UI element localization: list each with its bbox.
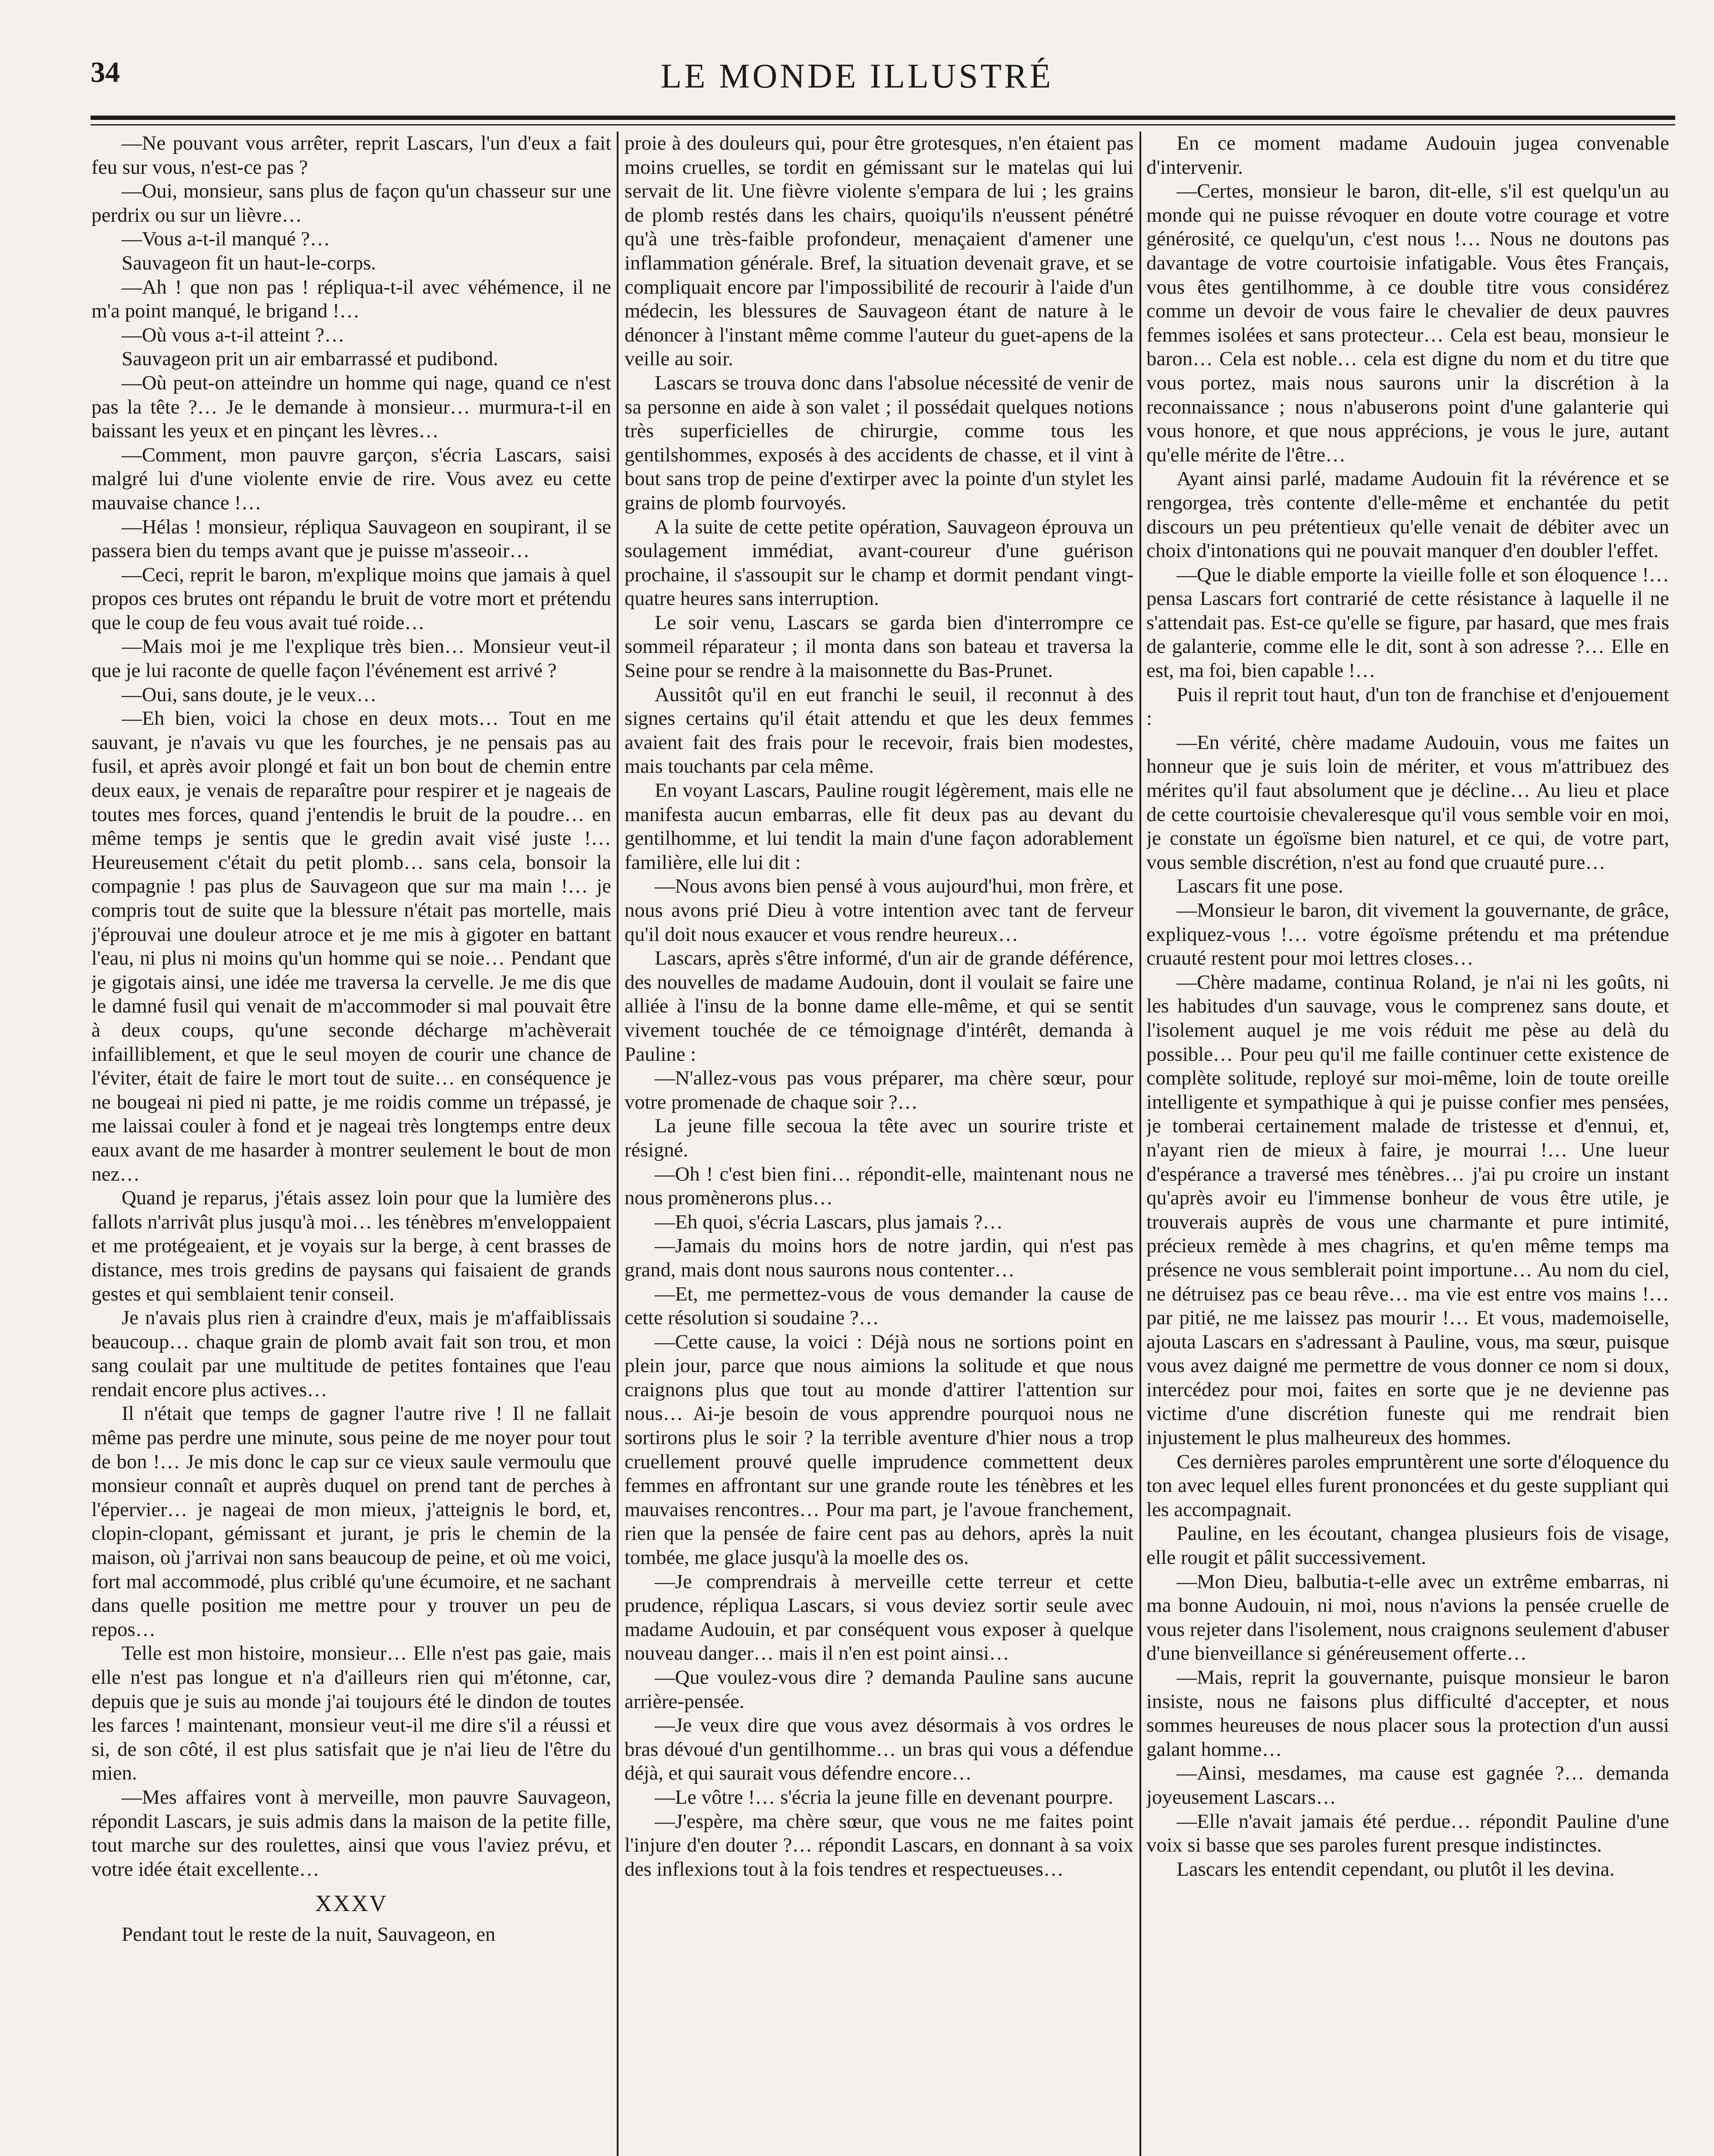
- paragraph: —Monsieur le baron, dit vivement la gouvernante, de grâce, expliquez-vous !… votre égoïsme prétendu et ma prétendue cruauté restent pour moi lettres closes…: [1146, 899, 1669, 970]
- paragraph: Lascars les entendit cependant, ou plutôt il les devina.: [1177, 1858, 1615, 1880]
- paragraph: —En vérité, chère madame Audouin, vous me faites un honneur que je suis loin de mériter, et vous m'attribuez des mérites qu'il faut absolument que je décline… Au lieu et place de cette courtoisie chevaleresque qu'il vous semble voir en moi, je constate un égoïsme bien naturel, et ce qui, de votre part, vous semble discrétion, n'est au fond que cruauté pure…: [1146, 731, 1669, 874]
- paragraph: —Comment, mon pauvre garçon, s'écria Lascars, saisi malgré lui d'une violente envie de rire. Vous avez eu cette mauvaise chance !…: [91, 443, 611, 514]
- paragraph: Lascars, après s'être informé, d'un air de grande déférence, des nouvelles de madame Audouin, dont il voulait se faire une alliée à l'insu de la bonne dame elle-même, et qui se sentit vivement touchée de ce témoignage d'intérêt, demanda à Pauline :: [625, 947, 1133, 1065]
- paragraph: Lascars fit une pose.: [1177, 875, 1344, 898]
- paragraph: —Et, me permettez-vous de vous demander la cause de cette résolution si soudaine ?…: [625, 1282, 1133, 1329]
- paragraph: —Ne pouvant vous arrêter, reprit Lascars, l'un d'eux a fait feu sur vous, n'est-ce pas ?: [91, 132, 611, 179]
- paragraph: —Eh quoi, s'écria Lascars, plus jamais ?…: [655, 1210, 1003, 1233]
- page-number: 34: [91, 56, 120, 88]
- paragraph: Sauvageon prit un air embarrassé et pudibond.: [122, 348, 499, 370]
- paragraph: A la suite de cette petite opération, Sauvageon éprouva un soulagement immédiat, avant-coureur d'une guérison prochaine, il s'assoupit sur le champ et dormit pendant vingt-quatre heures sans interruption.: [625, 515, 1133, 610]
- header-rule-thin: [91, 124, 1675, 125]
- paragraph: Aussitôt qu'il en eut franchi le seuil, il reconnut à des signes certains qu'il était attendu et que les deux femmes avaient fait des frais pour le recevoir, frais bien modestes, mais touchants par cela même.: [625, 683, 1133, 778]
- paragraph: —Oh ! c'est bien fini… répondit-elle, maintenant nous ne nous promènerons plus…: [625, 1163, 1133, 1210]
- paragraph: —Oui, monsieur, sans plus de façon qu'un chasseur sur une perdrix ou sur un lièvre…: [91, 180, 611, 226]
- paragraph: En ce moment madame Audouin jugea convenable d'intervenir.: [1146, 132, 1669, 179]
- paragraph: —Que voulez-vous dire ? demanda Pauline sans aucune arrière-pensée.: [625, 1666, 1133, 1713]
- paragraph: Je n'avais plus rien à craindre d'eux, mais je m'affaiblissais beaucoup… chaque grain de plomb avait fait son trou, et mon sang coulait par une multitude de petites fontaines que l'eau rendait encore plus actives…: [91, 1307, 611, 1401]
- paragraph: Lascars se trouva donc dans l'absolue nécessité de venir de sa personne en aide à son valet ; il possédait quelques notions très superficielles de chirurgie, comme tous les gentilshommes, exposés à des accidents de chasse, et il vint à bout sans trop de peine d'extirper avec la pointe d'un stylet les grains de plomb fourvoyés.: [625, 371, 1133, 514]
- paragraph: En voyant Lascars, Pauline rougit légèrement, mais elle ne manifesta aucun embarras, elle fit deux pas au devant du gentilhomme, et lui tendit la main d'une façon adorablement familière, elle lui dit :: [625, 779, 1133, 874]
- paragraph: Pauline, en les écoutant, changea plusieurs fois de visage, elle rougit et pâlit successivement.: [1146, 1522, 1669, 1569]
- paragraph: Quand je reparus, j'étais assez loin pour que la lumière des fallots n'arrivât plus jusqu'à moi… les ténèbres m'enveloppaient et me protégeaient, et je voyais sur la berge, à cent brasses de distance, mes trois gredins de paysans qui faisaient de grands gestes et qui semblaient tenir conseil.: [91, 1187, 611, 1305]
- paragraph: —Mais, reprit la gouvernante, puisque monsieur le baron insiste, nous ne faisons plus difficulté d'accepter, et nous sommes heureuses de nous placer sous la protection d'un aussi galant homme…: [1146, 1666, 1669, 1761]
- paragraph: —Je veux dire que vous avez désormais à vos ordres le bras dévoué d'un gentilhomme… un bras qui vous a défendue déjà, et qui saurait vous défendre encore…: [625, 1714, 1133, 1785]
- paragraph: —Certes, monsieur le baron, dit-elle, s'il est quelqu'un au monde qui ne puisse révoquer en doute votre courage et votre générosité, ce quelqu'un, c'est nous !… Nous ne doutons pas davantage de votre courtoisie infatigable. Vous êtes Français, vous êtes gentilhomme, à ce double titre vous considérez comme un devoir de vous faire le chevalier de deux pauvres femmes isolées et sans protecteur… Cela est beau, monsieur le baron… Cela est noble… cela est digne du nom et du titre que vous portez, mais nous saurons unir la discrétion à la reconnaissance ; nous n'abuserons point d'une galanterie qui vous honore, et que nous apprécions, je vous le jure, autant qu'elle mérite de l'être…: [1146, 180, 1669, 466]
- paragraph: —Le vôtre !… s'écria la jeune fille en devenant pourpre.: [655, 1786, 1113, 1808]
- paragraph: Ces dernières paroles empruntèrent une sorte d'éloquence du ton avec lequel elles furent prononcées et du geste suppliant qui les accompagnait.: [1146, 1450, 1669, 1521]
- column-divider: [617, 132, 618, 2156]
- column-2: [625, 132, 1133, 2156]
- paragraph: —Je comprendrais à merveille cette terreur et cette prudence, répliqua Lascars, si vous deviez sortir seule avec madame Audouin, et par conséquent vous exposer à quelque nouveau danger… mais il n'en est point ainsi…: [625, 1570, 1133, 1665]
- paragraph: Il n'était que temps de gagner l'autre rive ! Il ne fallait même pas perdre une minute, sous peine de me noyer pour tout de bon !… Je mis donc le cap sur ce vieux saule vermoulu que monsieur connaît et auprès duquel on prend tant de perches à l'épervier… je nageai de mon mieux, j'atteignis le bord, et, clopin-clopant, gémissant et jurant, je pris le chemin de la maison, où j'arrivai non sans beaucoup de peine, et où me voici, fort mal accommodé, plus criblé qu'une écumoire, et ne sachant dans quelle position me mettre pour y trouver un peu de repos…: [91, 1402, 611, 1641]
- masthead-title: LE MONDE ILLUSTRÉ: [660, 57, 1054, 95]
- paragraph: —Où vous a-t-il atteint ?…: [122, 323, 345, 346]
- column-divider: [1140, 132, 1141, 2156]
- paragraph: —Que le diable emporte la vieille folle et son éloquence !… pensa Lascars fort contrarié de cette résistance à laquelle il ne s'attendait pas. Est-ce qu'elle se figure, par hasard, que mes frais de galanterie, comme elle le dit, sont à son adresse ?… Elle en est, ma foi, bien capable !…: [1146, 563, 1669, 682]
- paragraph: —Mais moi je me l'explique très bien… Monsieur veut-il que je lui raconte de quelle façon l'événement est arrivé ?: [91, 635, 611, 682]
- paragraph: —Vous a-t-il manqué ?…: [122, 228, 330, 251]
- paragraph: —Elle n'avait jamais été perdue… répondit Pauline d'une voix si basse que ses paroles furent presque indistinctes.: [1146, 1810, 1669, 1857]
- paragraph: —Hélas ! monsieur, répliqua Sauvageon en soupirant, il se passera bien du temps avant que je puisse m'asseoir…: [91, 515, 611, 562]
- chapter-heading: XXXV: [315, 1890, 388, 1917]
- paragraph: —Mon Dieu, balbutia-t-elle avec un extrême embarras, ni ma bonne Audouin, ni moi, nous n'avions la pensée cruelle de vous rejeter dans l'isolement, nous craignons seulement d'abuser d'une bienveillance si généreusement offerte…: [1146, 1570, 1669, 1665]
- paragraph: —Eh bien, voici la chose en deux mots… Tout en me sauvant, je n'avais vu que les fourches, je ne pensais pas au fusil, et après avoir plongé et fait un bon bout de chemin entre deux eaux, je venais de reparaître pour respirer et je nageais de toutes mes forces, quand j'entendis le bruit de la poudre… en même temps je sentis que le gredin avait visé juste !… Heureusement c'était du petit plomb… sans cela, bonsoir la compagnie ! pas plus de Sauvageon que sur ma main !… je compris tout de suite que la blessure n'était pas mortelle, mais j'éprouvai une douleur atroce et je me mis à gigoter en battant l'eau, ni plus ni moins qu'un homme qui se noie… Pendant que je gigotais ainsi, une idée me traversa la cervelle. Je me dis que le damné fusil qui venait de m'accommoder si mal pouvait être à deux coups, qu'une seconde décharge m'achèverait infailliblement, et que le seul moyen de courir une chance de l'éviter, était de faire le mort tout de suite… en conséquence je ne bougeai ni pied ni patte, je me roidis comme un trépassé, je me laissai couler à fond et je nageai très longtemps entre deux eaux avant de me hasarder à montrer seulement le bout de mon nez…: [91, 707, 611, 1185]
- paragraph: La jeune fille secoua la tête avec un sourire triste et résigné.: [625, 1115, 1133, 1161]
- paragraph: —J'espère, ma chère sœur, que vous ne me faites point l'injure d'en douter ?… répondit Lascars, en donnant à sa voix des inflexions tout à la fois tendres et respectueuses…: [625, 1810, 1133, 1880]
- paragraph: —Ainsi, mesdames, ma cause est gagnée ?… demanda joyeusement Lascars…: [1146, 1762, 1669, 1808]
- paragraph: Pendant tout le reste de la nuit, Sauvageon, en: [122, 1923, 496, 1946]
- column-1: [91, 132, 611, 2156]
- paragraph: Telle est mon histoire, monsieur… Elle n'est pas gaie, mais elle n'est pas longue et n'a d'ailleurs rien qui m'étonne, car, depuis que je suis au monde j'ai toujours été le dindon de toutes les farces ! maintenant, monsieur veut-il me dire s'il a réussi et si, de son côté, il est plus satisfait que je n'ai lieu de l'être du mien.: [91, 1642, 611, 1785]
- paragraph: —Mes affaires vont à merveille, mon pauvre Sauvageon, répondit Lascars, je suis admis dans la maison de la petite fille, tout marche sur des roulettes, ainsi que vous l'aviez prévu, et votre idée était excellente…: [91, 1786, 611, 1880]
- paragraph: —Nous avons bien pensé à vous aujourd'hui, mon frère, et nous avons prié Dieu à votre intention avec tant de ferveur qu'il doit nous exaucer et vous rendre heureux…: [625, 875, 1133, 946]
- paragraph: —Où peut-on atteindre un homme qui nage, quand ce n'est pas la tête ?… Je le demande à monsieur… murmura-t-il en baissant les yeux et en pinçant les lèvres…: [91, 371, 611, 442]
- paragraph: —Ah ! que non pas ! répliqua-t-il avec véhémence, il ne m'a point manqué, le brigand !…: [91, 276, 611, 323]
- paragraph: —Cette cause, la voici : Déjà nous ne sortions point en plein jour, parce que nous aimions la solitude et que nous craignons plus que tout au monde d'attirer l'attention sur nous… Ai-je besoin de vous apprendre pourquoi nous ne sortirons plus le soir ? la terrible aventure d'hier nous a trop cruellement prouvé quelle imprudence commettent deux femmes en affrontant sur une grande route les ténèbres et les mauvaises rencontres… Pour ma part, je l'avoue franchement, rien que la pensée de faire cent pas au dehors, après la nuit tombée, me glace jusqu'à la moelle des os.: [625, 1330, 1133, 1569]
- paragraph: —Jamais du moins hors de notre jardin, qui n'est pas grand, mais dont nous saurons nous contenter…: [625, 1235, 1133, 1281]
- header-rule-thick: [91, 116, 1675, 120]
- paragraph: proie à des douleurs qui, pour être grotesques, n'en étaient pas moins cruelles, se tordit en gémissant sur le matelas qui lui servait de lit. Une fièvre violente s'empara de lui ; les grains de plomb restés dans les chairs, quoiqu'ils n'eussent pénétré qu'à une très-faible profondeur, menaçaient d'amener une inflammation générale. Bref, la situation devenait grave, et se compliquait encore par l'impossibilité de recourir à l'aide d'un médecin, les blessures de Sauvageon étant de nature à le dénoncer à l'instant même comme l'auteur du guet-apens de la veille au soir.: [625, 132, 1133, 370]
- paragraph: —Ceci, reprit le baron, m'explique moins que jamais à quel propos ces brutes ont répandu le bruit de votre mort et prétendu que le coup de feu vous avait tué roide…: [91, 563, 611, 634]
- paragraph: Le soir venu, Lascars se garda bien d'interrompre ce sommeil réparateur ; il monta dans son bateau et traversa la Seine pour se rendre à la maisonnette du Bas-Prunet.: [625, 611, 1133, 682]
- paragraph: —Chère madame, continua Roland, je n'ai ni les goûts, ni les habitudes d'un sauvage, vous le comprenez sans doute, et l'isolement auquel je me vois réduit me pèse au delà du possible… Pour peu qu'il me faille continuer cette existence de complète solitude, reployé sur moi-même, loin de toute oreille intelligente et sympathique à qui je puisse confier mes pensées, je tomberai certainement malade de tristesse et d'ennui, et, n'ayant rien de mieux à faire, je mourrai !… Une lueur d'espérance a traversé mes ténèbres… j'ai pu croire un instant qu'après avoir eu l'immense bonheur de vous être utile, je trouverais auprès de vous une charmante et pure intimité, précieux remède à mes chagrins, et qu'en même temps ma présence ne vous semblerait point importune… Au nom du ciel, ne détruisez pas ce beau rêve… ma vie est entre vos mains !… par pitié, ne me laissez pas mourir !… Et vous, mademoiselle, ajouta Lascars en s'adressant à Pauline, vous, ma sœur, puisque vous avez daigné me permettre de vous donner ce nom si doux, intercédez pour moi, faites en sorte que je ne devienne pas victime d'une discrétion funeste qui me rendrait bien injustement le plus malheureux des hommes.: [1146, 971, 1669, 1449]
- paragraph: —N'allez-vous pas vous préparer, ma chère sœur, pour votre promenade de chaque soir ?…: [625, 1067, 1133, 1113]
- paragraph: —Oui, sans doute, je le veux…: [122, 683, 377, 706]
- paragraph: Puis il reprit tout haut, d'un ton de franchise et d'enjouement :: [1146, 683, 1669, 730]
- paragraph: Sauvageon fit un haut-le-corps.: [122, 251, 376, 274]
- paragraph: Ayant ainsi parlé, madame Audouin fit la révérence et se rengorgea, très contente d'elle-même et enchantée du petit discours un peu prétentieux qu'elle venait de débiter avec un choix d'intonations qui ne pouvait manquer d'en doubler l'effet.: [1146, 467, 1669, 562]
- column-3: [1146, 132, 1669, 2156]
